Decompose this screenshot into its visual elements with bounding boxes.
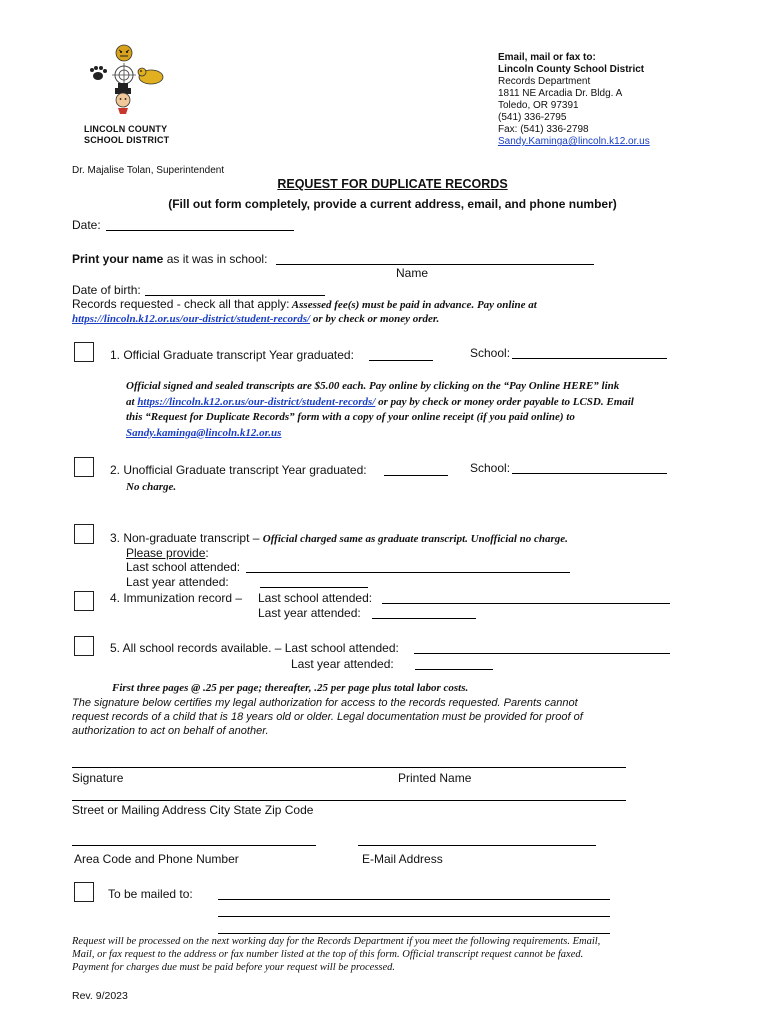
item4-checkbox[interactable] [74,591,94,611]
revision-label: Rev. 9/2023 [72,990,128,1002]
printed-name-label: Printed Name [398,771,472,785]
item1-school-field[interactable] [512,358,667,359]
contact-city: Toledo, OR 97391 [498,100,579,111]
contact-block [498,52,738,148]
footer-note-line: Request will be processed on the next working day for the Records Department if you meet the following requirements. Email, [72,936,601,947]
item1-note-email[interactable]: Sandy.kaminga@lincoln.k12.or.us [126,426,282,439]
item5-label: 5. All school records available. – Last school attended: [110,641,399,655]
contact-phone: (541) 336-2795 [498,112,567,123]
pages-note: First three pages @ .25 per page; thereafter, .25 per page plus total labor costs. [112,682,469,694]
contact-email-link[interactable]: Sandy.Kaminga@lincoln.k12.or.us [498,136,650,147]
date-label: Date: [72,218,101,232]
contact-org: Lincoln County School District [498,64,645,75]
item4-last-year-label: Last year attended: [258,606,361,620]
superintendent: Dr. Majalise Tolan, Superintendent [72,165,225,176]
records-tail: or by check or money order. [310,313,440,325]
email-label: E-Mail Address [362,852,443,866]
signature-field[interactable] [72,767,626,768]
records-intro [72,297,537,311]
records-link[interactable]: https://lincoln.k12.or.us/our-district/student-records/ [72,313,311,325]
item1-school-label: School: [470,346,511,360]
item1-label: 1. Official Graduate transcript Year graduated: [110,348,354,362]
item1-year-field[interactable] [369,360,433,361]
item3-label [110,531,568,545]
item3-checkbox[interactable] [74,524,94,544]
form-subtitle: (Fill out form completely, provide a current address, email, and phone number) [168,197,617,211]
item3-last-school-field[interactable] [246,572,570,573]
address-field[interactable] [72,800,626,801]
mailed-address-field-3[interactable] [218,933,610,934]
pilgrim-mascot-icon [115,83,131,114]
item2-checkbox[interactable] [74,457,94,477]
contact-heading: Email, mail or fax to: [498,52,596,63]
item4-last-school-label: Last school attended: [258,591,373,605]
item1-note-b [126,395,746,411]
signature-disclaimer-line: authorization to act on behalf of another. [72,725,269,737]
footer-note-line: Payment for charges due must be paid before your request will be processed. [72,962,396,973]
paw-mascot-icon [90,66,107,80]
logo-text-line2: SCHOOL DISTRICT [84,135,170,145]
contact-street: 1811 NE Arcadia Dr. Bldg. A [498,88,623,99]
records-intro-text: Records requested - check all that apply: [72,297,290,311]
item3-please-text: Please provide [126,546,206,560]
item5-checkbox[interactable] [74,636,94,656]
item3-last-year-label: Last year attended: [126,575,229,589]
date-field[interactable] [106,230,294,231]
item2-label: 2. Unofficial Graduate transcript Year graduated: [110,463,367,477]
signature-disclaimer [72,696,583,738]
form-title: REQUEST FOR DUPLICATE RECORDS [277,177,508,191]
item5-last-school-field[interactable] [414,653,670,654]
name-label-bold: Print your name [72,252,164,266]
item2-note: No charge. [126,481,177,493]
signature-disclaimer-line: The signature below certifies my legal authorization for access to the records requested. Parents cannot [72,697,578,709]
name-caption: Name [396,266,429,280]
item3-label-text: 3. Non-graduate transcript – [110,531,263,545]
item5-last-year-label: Last year attended: [291,657,394,671]
dob-label: Date of birth: [72,283,141,297]
item5-last-year-field[interactable] [415,669,493,670]
district-logo-graphic [84,42,184,122]
email-field[interactable] [358,845,596,846]
address-label: Street or Mailing Address City State Zip Code [72,803,314,817]
phone-label: Area Code and Phone Number [74,852,239,866]
item3-last-year-field[interactable] [260,587,368,588]
name-field[interactable] [276,264,594,265]
contact-dept: Records Department [498,76,591,87]
mailed-label: To be mailed to: [108,887,193,901]
item1-note-b-post: or pay by check or money order payable to LCSD. Email [375,395,634,408]
records-link-line [72,313,439,325]
tiger-mascot-icon [116,45,132,61]
item1-note [126,379,746,441]
mailed-address-field-2[interactable] [218,916,610,917]
bear-mascot-icon [138,68,163,84]
footer-note [72,935,752,974]
item1-checkbox[interactable] [74,342,94,362]
mailed-checkbox[interactable] [74,882,94,902]
item3-please [126,546,209,560]
records-fee-text: Assessed fee(s) must be paid in advance. Pay online at [289,299,537,311]
item2-year-field[interactable] [384,475,448,476]
item3-please-colon: : [205,546,209,560]
item3-last-school-label: Last school attended: [126,560,241,574]
item2-school-label: School: [470,461,511,475]
item2-school-field[interactable] [512,473,667,474]
item4-last-school-field[interactable] [382,603,670,604]
signature-label: Signature [72,771,124,785]
dob-field[interactable] [145,295,325,296]
item1-note-b-pre: at [126,395,138,408]
signature-disclaimer-line: request records of a child that is 18 years old or older. Legal documentation must be provided for proof of [72,711,583,723]
item3-label-italic: Official charged same as graduate transcript. Unofficial no charge. [262,533,568,545]
item4-label: 4. Immunization record – [110,591,243,605]
item1-note-a: Official signed and sealed transcripts are $5.00 each. Pay online by clicking on the “Pay Online HERE” link [126,380,620,392]
district-logo [84,42,184,122]
mailed-address-field-1[interactable] [218,899,610,900]
footer-note-line: Mail, or fax request to the address or fax number listed at the top of this form. Official transcript request cannot be faxed. [72,949,584,960]
item1-note-link[interactable]: https://lincoln.k12.or.us/our-district/student-records/ [137,395,376,408]
item1-note-c: this “Request for Duplicate Records” form with a copy of your online receipt (if you paid online) to [126,411,575,423]
item4-last-year-field[interactable] [372,618,476,619]
name-label [72,252,267,266]
phone-field[interactable] [72,845,316,846]
contact-fax: Fax: (541) 336-2798 [498,124,589,135]
name-label-rest: as it was in school: [163,252,268,266]
logo-text-line1: LINCOLN COUNTY [84,124,168,134]
